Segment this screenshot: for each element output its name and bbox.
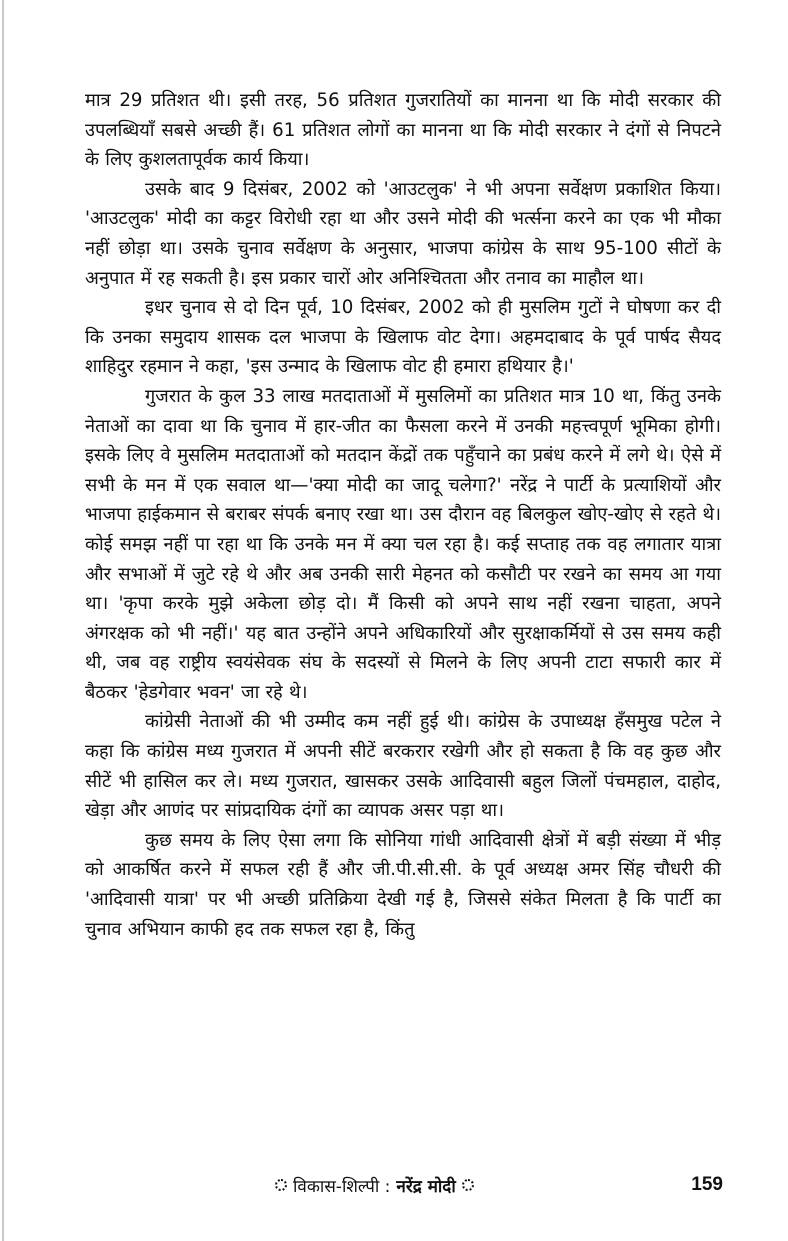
paragraph-4: गुजरात के कुल 33 लाख मतदाताओं में मुसलिमों का प्रतिशत मात्र 10 था, किंतु उनके नेताओं का दावा था कि चुनाव में हार-जीत का फैसला करने में उनकी महत्त्वपूर्ण भूमिका होगी। इसके लिए वे मुसलिम मतदाताओं को मतदान केंद्रों तक पहुँचाने का प्रबंध करने में लगे थे। ऐसे में सभी के मन में एक सवाल था—'क्या मोदी का जादू चलेगा?' नरेंद्र ने पार्टी के प्रत्याशियों और भाजपा हाईकमान से बराबर संपर्क बनाए रखा था। उस दौरान वह बिलकुल खोए-खोए से रहते थे। कोई समझ नहीं पा रहा था कि उनके मन में क्या चल रहा है। कई सप्ताह तक वह लगातार यात्रा और सभाओं में जुटे रहे थे और अब उनकी सारी मेहनत को कसौटी पर रखने का समय आ गया था। 'कृपा करके मुझे अकेला छोड़ दो। मैं किसी को अपने साथ नहीं रखना चाहता, अपने अंगरक्षक को भी नहीं।' यह बात उन्होंने अपने अधिकारियों और सुरक्षाकर्मियों से उस समय कही थी, जब वह राष्ट्रीय स्वयंसेवक संघ के सदस्यों से मिलने के लिए अपनी टाटा सफारी कार में बैठकर 'हेडगेवार भवन' जा रहे थे। — [85, 385, 721, 703]
paragraph-2: उसके बाद 9 दिसंबर, 2002 को 'आउटलुक' ने भी अपना सर्वेक्षण प्रकाशित किया। 'आउटलुक' मोदी का कट्टर विरोधी रहा था और उसने मोदी की भर्त्सना करने का एक भी मौका नहीं छोड़ा था। उसके चुनाव सर्वेक्षण के अनुसार, भाजपा कांग्रेस के साथ 95-100 सीटों के अनुपात में रह सकती है। इस प्रकार चारों ओर अनिश्चितता और तनाव का माहौल था। — [85, 178, 721, 289]
flower-ornament-icon — [462, 1179, 474, 1191]
paragraph-1: मात्र 29 प्रतिशत थी। इसी तरह, 56 प्रतिशत गुजरातियों का मानना था कि मोदी सरकार की उपलब्धियाँ सबसे अच्छी हैं। 61 प्रतिशत लोगों का मानना था कि मोदी सरकार ने दंगों से निपटने के लिए कुशलतापूर्वक कार्य किया। — [85, 90, 721, 171]
paragraph-3: इधर चुनाव से दो दिन पूर्व, 10 दिसंबर, 2002 को ही मुसलिम गुटों ने घोषणा कर दी कि उनका समुदाय शासक दल भाजपा के खिलाफ वोट देगा। अहमदाबाद के पूर्व पार्षद सैयद शाहिदुर रहमान ने कहा, 'इस उन्माद के खिलाफ वोट ही हमारा हथियार है।' — [85, 297, 721, 378]
page-number: 159 — [691, 1174, 723, 1195]
book-title-name: नरेंद्र मोदी — [396, 1176, 456, 1197]
flower-ornament-icon — [275, 1179, 287, 1191]
page-footer — [275, 1170, 725, 1200]
paragraph-6: कुछ समय के लिए ऐसा लगा कि सोनिया गांधी आदिवासी क्षेत्रों में बड़ी संख्या में भीड़ को आकर्षित करने में सफल रही हैं और जी.पी.सी.सी. के पूर्व अध्यक्ष अमर सिंह चौधरी की 'आदिवासी यात्रा' पर भी अच्छी प्रतिक्रिया देखी गई है, जिससे संकेत मिलता है कि पार्टी का चुनाव अभियान काफी हद तक सफल रहा है, किंतु — [85, 829, 721, 940]
book-title-prefix: विकास-शिल्पी : — [293, 1176, 391, 1197]
running-footer-title — [275, 1174, 474, 1197]
page-edge-line — [2, 0, 4, 1241]
page-body — [85, 86, 721, 944]
paragraph-5: कांग्रेसी नेताओं की भी उम्मीद कम नहीं हुई थी। कांग्रेस के उपाध्यक्ष हँसमुख पटेल ने कहा कि कांग्रेस मध्य गुजरात में अपनी सीटें बरकरार रखेगी और हो सकता है कि वह कुछ और सीटें भी हासिल कर ले। मध्य गुजरात, खासकर उसके आदिवासी बहुल जिलों पंचमहाल, दाहोद, खेड़ा और आणंद पर सांप्रदायिक दंगों का व्यापक असर पड़ा था। — [85, 711, 721, 822]
